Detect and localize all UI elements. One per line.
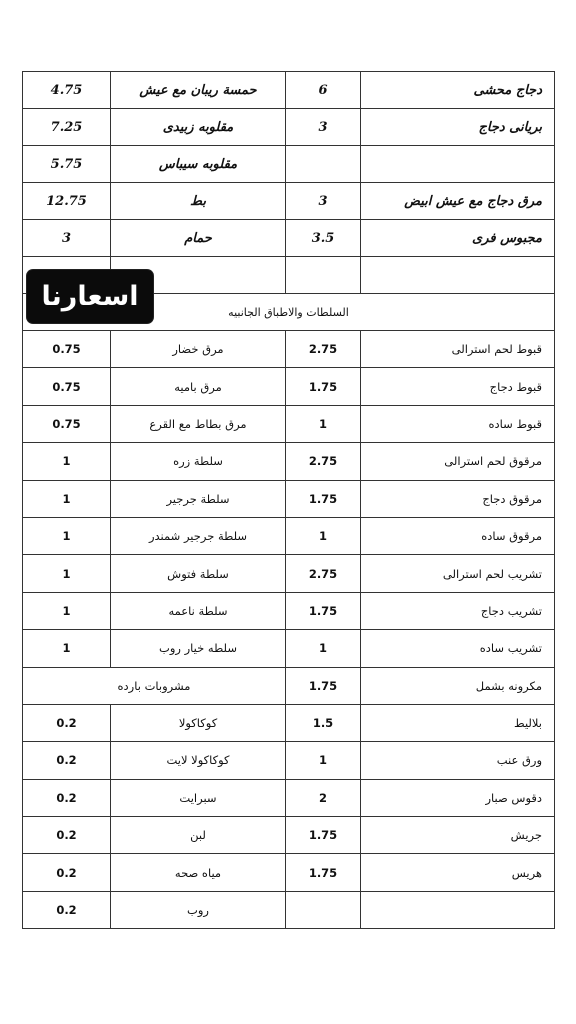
table-row	[23, 183, 555, 220]
left-price: 5.75	[23, 146, 111, 183]
right-price: 1	[286, 405, 361, 442]
right-price: 1	[286, 517, 361, 554]
table-row	[23, 146, 555, 183]
table-row	[23, 854, 555, 891]
right-price: 2.75	[286, 443, 361, 480]
price-list-table	[22, 71, 555, 929]
right-price: 3.5	[286, 220, 361, 257]
right-item: هريس	[361, 854, 555, 891]
right-item: تشريب دجاج	[361, 592, 555, 629]
left-price: 0.75	[23, 368, 111, 405]
right-price: 1.75	[286, 817, 361, 854]
left-price: 1	[23, 517, 111, 554]
right-item: قبوط دجاج	[361, 368, 555, 405]
right-price: 2	[286, 779, 361, 816]
table-row	[23, 220, 555, 257]
right-price	[286, 146, 361, 183]
right-price: 1.75	[286, 368, 361, 405]
left-price: 0.2	[23, 742, 111, 779]
left-item: مرق باميه	[111, 368, 286, 405]
table-row	[23, 704, 555, 741]
right-item: ورق عنب	[361, 742, 555, 779]
right-price: 6	[286, 72, 361, 109]
prices-badge: اسعارنا	[27, 270, 153, 323]
left-price: 7.25	[23, 109, 111, 146]
right-price: 1.75	[286, 480, 361, 517]
table-row	[23, 72, 555, 109]
right-price: 2.75	[286, 555, 361, 592]
empty-cell	[286, 257, 361, 294]
right-item: بلاليط	[361, 704, 555, 741]
right-item: بريانى دجاج	[361, 109, 555, 146]
table-row	[23, 331, 555, 368]
right-price	[286, 891, 361, 928]
left-item: مرق خضار	[111, 331, 286, 368]
left-price: 1	[23, 443, 111, 480]
left-price: 0.2	[23, 817, 111, 854]
section-title: السلطات والاطباق الجانبيه	[23, 294, 555, 331]
left-item: مياه صحه	[111, 854, 286, 891]
table-row	[23, 779, 555, 816]
drinks-title: مشروبات بارده	[23, 667, 286, 704]
right-item: دجاج محشى	[361, 72, 555, 109]
right-price: 1	[286, 630, 361, 667]
right-item: مجبوس فرى	[361, 220, 555, 257]
right-item: مرقوق لحم استرالى	[361, 443, 555, 480]
table-row	[23, 817, 555, 854]
table-row	[23, 517, 555, 554]
left-item: مرق بطاط مع القرع	[111, 405, 286, 442]
right-item	[361, 891, 555, 928]
left-item: كوكاكولا	[111, 704, 286, 741]
table-row	[23, 109, 555, 146]
left-price: 0.2	[23, 779, 111, 816]
left-price: 1	[23, 555, 111, 592]
left-price: 4.75	[23, 72, 111, 109]
left-item: مقلوبه زبيدى	[111, 109, 286, 146]
left-item: سلطة فتوش	[111, 555, 286, 592]
table-row	[23, 592, 555, 629]
table-row	[23, 443, 555, 480]
empty-cell	[361, 257, 555, 294]
right-item: تشريب لحم استرالى	[361, 555, 555, 592]
left-item: حمام	[111, 220, 286, 257]
left-price: 1	[23, 630, 111, 667]
right-item: قبوط ساده	[361, 405, 555, 442]
right-price: 1.5	[286, 704, 361, 741]
table-row	[23, 630, 555, 667]
drinks-header-row	[23, 667, 555, 704]
left-price: 0.75	[23, 331, 111, 368]
table-row	[23, 891, 555, 928]
table-row	[23, 405, 555, 442]
right-price: 3	[286, 109, 361, 146]
right-item: قبوط لحم استرالى	[361, 331, 555, 368]
left-item: سلطة ناعمه	[111, 592, 286, 629]
left-item: سلطة جرجير شمندر	[111, 517, 286, 554]
right-item: جريش	[361, 817, 555, 854]
table-row	[23, 742, 555, 779]
right-item: دقوس صبار	[361, 779, 555, 816]
right-item: مرق دجاج مع عيش ابيض	[361, 183, 555, 220]
left-item: روب	[111, 891, 286, 928]
left-price: 3	[23, 220, 111, 257]
left-price: 1	[23, 480, 111, 517]
left-item: سبرايت	[111, 779, 286, 816]
right-price: 1.75	[286, 854, 361, 891]
right-item: مرقوق دجاج	[361, 480, 555, 517]
left-item: سلطة جرجير	[111, 480, 286, 517]
right-price: 3	[286, 183, 361, 220]
table-row	[23, 480, 555, 517]
left-price: 0.2	[23, 704, 111, 741]
right-price: 2.75	[286, 331, 361, 368]
left-item: مقلوبه سيباس	[111, 146, 286, 183]
left-item: سلطة زره	[111, 443, 286, 480]
left-item: سلطه خيار روب	[111, 630, 286, 667]
table-row	[23, 368, 555, 405]
drinks-section	[23, 667, 555, 929]
top-rows	[23, 72, 555, 257]
left-price: 12.75	[23, 183, 111, 220]
left-price: 0.75	[23, 405, 111, 442]
left-item: لبن	[111, 817, 286, 854]
right-price: 1.75	[286, 592, 361, 629]
right-item	[361, 146, 555, 183]
right-price: 1.75	[286, 667, 361, 704]
left-price: 0.2	[23, 891, 111, 928]
table-row	[23, 555, 555, 592]
left-price: 0.2	[23, 854, 111, 891]
left-price: 1	[23, 592, 111, 629]
left-item: كوكاكولا لايت	[111, 742, 286, 779]
left-item: بط	[111, 183, 286, 220]
right-item: تشريب ساده	[361, 630, 555, 667]
right-price: 1	[286, 742, 361, 779]
right-item: مرقوق ساده	[361, 517, 555, 554]
left-item: حمسة ريبان مع عيش	[111, 72, 286, 109]
right-item: مكرونه بشمل	[361, 667, 555, 704]
